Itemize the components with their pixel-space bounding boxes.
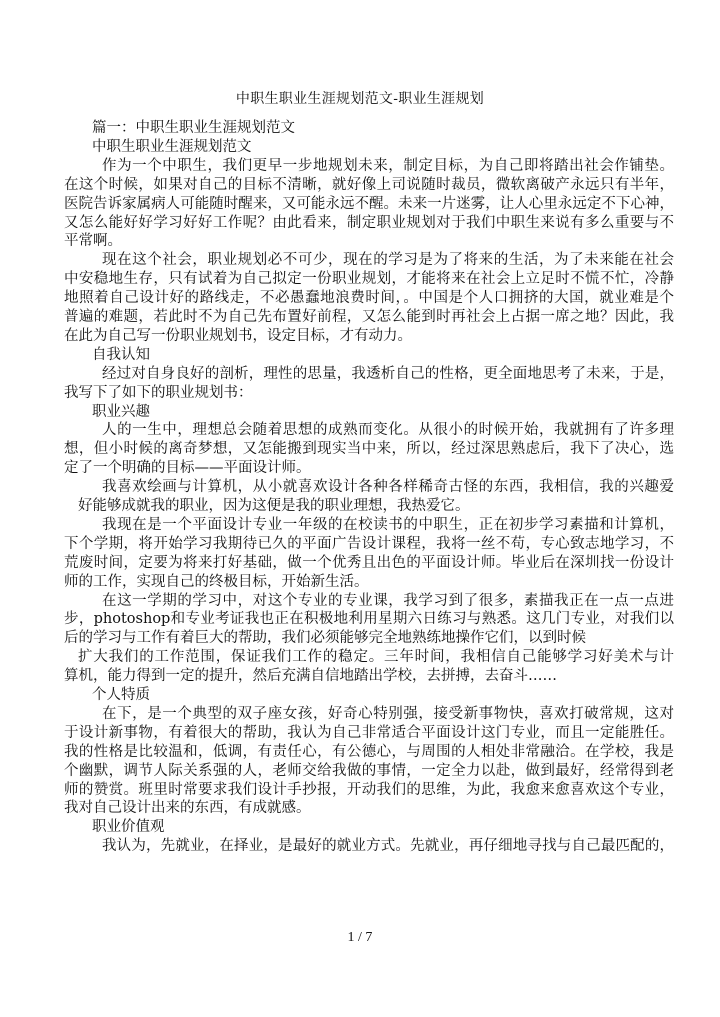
text-line: 个幽默，调节人际关系强的人，老师交给我做的事情，一定全力以赴，做到最好，经常得到老 (64, 762, 674, 779)
document-title: 中职生职业生涯规划范文-职业生涯规划 (235, 91, 485, 107)
text-line: 平常啊。 (64, 233, 122, 250)
text-line: 个人特质 (92, 687, 150, 703)
text-line: 人的一生中，理想总会随着思想的成熟而变化。从很小的时候开始，我就拥有了许多理 (102, 422, 674, 439)
text-line: 在这个时候，如果对自己的目标不清晰，就好像上司说随时裁员，微软离破产永远只有半年， (64, 176, 674, 193)
text-line: 师的赞赏。班里时常要求我们设计手抄报，开动我们的思维，为此，我愈来愈喜欢这个专业， (64, 781, 674, 798)
text-line: 中安稳地生存，只有试着为自己拟定一份职业规划，才能将来在社会上立足时不慌不忙，冷静 (64, 271, 674, 288)
text-line: 我的性格是比较温和，低调，有责任心，有公德心，与周围的人相处非常融洽。在学校，我是 (64, 743, 674, 760)
text-line: 我现在是一个平面设计专业一年级的在校读书的中职生，正在初步学习素描和计算机， (102, 516, 674, 533)
text-line: 作为一个中职生，我们更早一步地规划未来，制定目标，为自己即将踏出社会作铺垫。 (102, 157, 674, 174)
text-line: 现在这个社会，职业规划必不可少，现在的学习是为了将来的生活，为了未来能在社会 (102, 252, 674, 269)
text-line: 于设计新事物，有着很大的帮助，我认为自己非常适合平面设计这门专业，而且一定能胜任。 (64, 724, 674, 741)
text-line: 我对自己设计出来的东西，有成就感。 (64, 800, 311, 817)
text-line: 职业兴趣 (92, 403, 150, 420)
text-line: 定了一个明确的目标——平面设计师。 (64, 460, 311, 477)
text-line: 步，photoshop和专业考证我也正在积极地利用星期六日练习与熟悉。这几门专业，对我们以 (64, 611, 674, 628)
text-line: 荒废时间，定要为将来打好基础，做一个优秀且出色的平面设计师。毕业后在深圳找一份设计 (64, 554, 674, 571)
text-line: 中职生职业生涯规划范文 (92, 138, 252, 155)
text-line: 下个学期，将开始学习我期待已久的平面广告设计课程，我将一丝不苟，专心致志地学习，不 (64, 535, 674, 552)
text-line: 地照着自己设计好的路线走，不必愚蠢地浪费时间，。中国是个人口拥挤的大国，就业难是个 (64, 290, 674, 307)
text-line: 篇一：中职生职业生涯规划范文 (92, 120, 295, 136)
text-line: 在下，是一个典型的双子座女孩，好奇心特别强，接受新事物快，喜欢打破常规，这对 (102, 705, 674, 722)
text-line: 扩大我们的工作范围，保证我们工作的稳定。三年时间，我相信自己能够学习好美术与计 (78, 649, 674, 666)
text-line: 后的学习与工作有着巨大的帮助，我们必须能够完全地熟练地操作它们，以到时候 (64, 630, 586, 647)
text-line: 想，但小时候的离奇梦想，又怎能搬到现实当中来，所以，经过深思熟虑后，我下了决心，选 (64, 441, 674, 458)
text-line: 师的工作，实现自己的终极目标，开始新生活。 (64, 573, 369, 590)
text-line: 好能够成就我的职业，因为这便是我的职业理想，我热爱它。 (78, 498, 470, 514)
text-line: 我喜欢绘画与计算机，从小就喜欢设计各种各样稀奇古怪的东西，我相信，我的兴趣爱 (102, 479, 674, 496)
text-line: 医院告诉家属病人可能随时醒来，又可能永远不醒。未来一片迷雾，让人心里永远定不下心神， (64, 195, 674, 212)
text-line: 我认为，先就业，在择业，是最好的就业方式。先就业，再仔细地寻找与自己最匹配的， (102, 838, 674, 855)
text-line: 经过对自身良好的剖析，理性的思量，我透析自己的性格，更全面地思考了未来，于是， (102, 365, 674, 382)
text-line: 在这一学期的学习中，对这个专业的专业课，我学习到了很多，素描我正在一点一点进 (102, 592, 674, 609)
text-line: 在此为自己写一份职业规划书，设定目标，才有动力。 (64, 327, 412, 344)
page-number: 1 / 7 (347, 930, 373, 945)
text-line: 算机，能力得到一定的提升，然后充满自信地踏出学校，去拼搏，去奋斗…… (64, 668, 557, 685)
text-line: 职业价值观 (92, 819, 165, 836)
text-line: 自我认知 (92, 346, 150, 363)
text-line: 我写下了如下的职业规划书： (64, 384, 253, 401)
text-line: 普遍的难题，若此时不为自己先布置好前程，又怎么能到时再社会上占据一席之地？因此，我 (64, 309, 674, 325)
text-line: 又怎么能好好学习好好工作呢？由此看来，制定职业规划对于我们中职生来说有多么重要与不 (64, 214, 674, 231)
